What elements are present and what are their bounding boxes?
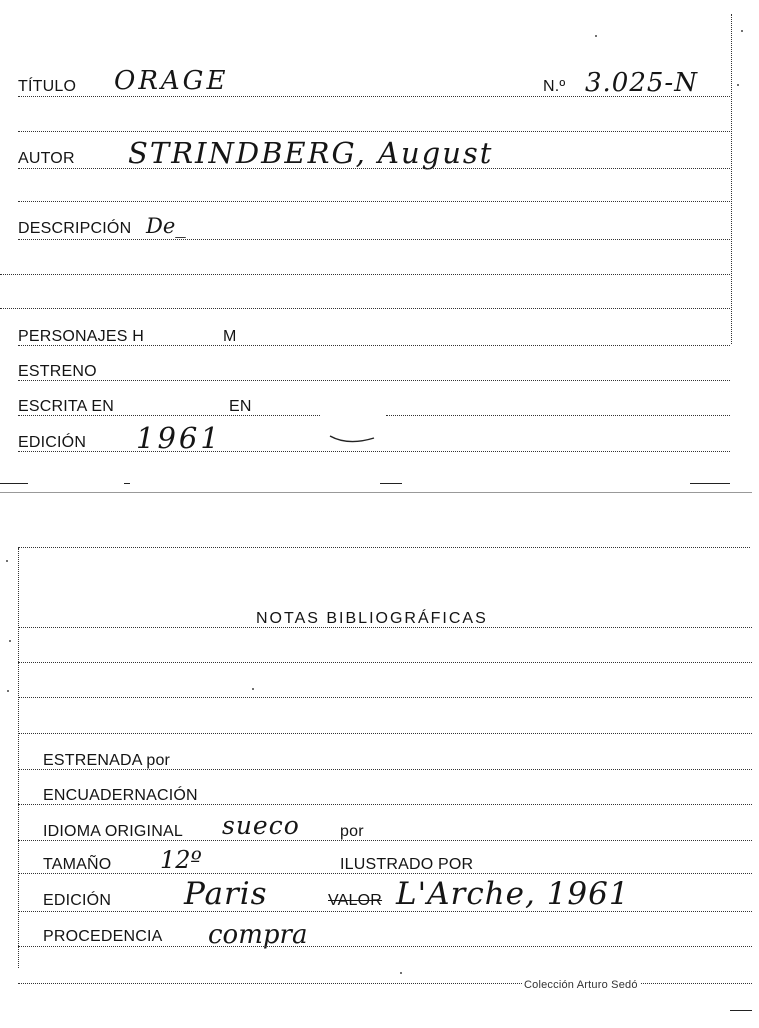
personajes-label: PERSONAJES H xyxy=(18,328,144,345)
procedencia-label: PROCEDENCIA xyxy=(43,928,163,945)
escrita-en-label: EN xyxy=(229,398,252,415)
autor-line xyxy=(18,168,730,169)
titulo-line xyxy=(18,96,730,97)
numero-label: N.º xyxy=(543,78,566,95)
estreno-label: ESTRENO xyxy=(18,363,97,380)
tamano-line xyxy=(18,873,752,874)
edicion-city: Paris xyxy=(184,876,268,912)
personajes-m-label: M xyxy=(223,328,237,345)
card-bottom-base-line xyxy=(18,983,752,984)
estreno-line xyxy=(18,380,730,381)
notas-heading: NOTAS BIBLIOGRÁFICAS xyxy=(256,610,488,627)
edicion-label: EDICIÓN xyxy=(18,434,87,451)
procedencia-line xyxy=(18,946,752,947)
escrita-line-b xyxy=(386,415,730,416)
descripcion-value: De_ xyxy=(146,214,186,238)
edicion-value: 1961 xyxy=(136,421,222,455)
card-bottom-left-border xyxy=(18,548,19,968)
tamano-label: TAMAÑO xyxy=(43,856,112,873)
encuadernacion-line xyxy=(18,804,752,805)
card-top-bottom-edge xyxy=(0,492,752,493)
edicion2-line xyxy=(18,911,752,912)
personajes-line xyxy=(18,345,730,346)
edicion-publisher: L'Arche, 1961 xyxy=(396,876,630,912)
edicion-line xyxy=(18,451,730,452)
card-bottom-top-border xyxy=(18,547,750,548)
card-top-line-4 xyxy=(18,201,730,202)
descripcion-line xyxy=(18,239,730,240)
idioma-line xyxy=(18,840,752,841)
notas-line-3 xyxy=(18,697,752,698)
valor-label: VALOR xyxy=(328,892,383,909)
autor-label: AUTOR xyxy=(18,150,75,167)
collection-footer: Colección Arturo Sedó xyxy=(524,979,638,991)
idioma-por-label: por xyxy=(340,823,364,840)
descripcion-label: DESCRIPCIÓN xyxy=(18,220,132,237)
notas-line-1 xyxy=(18,627,752,628)
escrita-label: ESCRITA EN xyxy=(18,398,114,415)
titulo-value: ORAGE xyxy=(114,66,229,96)
edicion2-label: EDICIÓN xyxy=(43,892,112,909)
idioma-value: sueco xyxy=(222,811,300,840)
tamano-value: 12º xyxy=(160,846,202,874)
estrenada-line xyxy=(18,769,752,770)
encuadernacion-label: ENCUADERNACIÓN xyxy=(43,787,198,804)
numero-value: 3.025-N xyxy=(585,68,698,98)
autor-value: STRINDBERG, August xyxy=(128,136,494,170)
procedencia-value: compra xyxy=(208,920,308,950)
notas-line-4 xyxy=(18,733,752,734)
titulo-label: TÍTULO xyxy=(18,78,77,95)
idioma-label: IDIOMA ORIGINAL xyxy=(43,823,183,840)
card-top-right-border xyxy=(731,14,732,344)
card-bottom-edge-mark xyxy=(730,1010,752,1011)
card-top-line-2 xyxy=(18,131,730,132)
ilustrado-label: ILUSTRADO POR xyxy=(340,856,474,873)
card-top-edge-marks xyxy=(0,481,759,485)
card-top-line-7 xyxy=(0,308,730,309)
card-top-line-6 xyxy=(0,274,730,275)
escrita-line-a xyxy=(18,415,320,416)
notas-line-2 xyxy=(18,662,752,663)
pen-mark xyxy=(328,432,378,446)
estrenada-label: ESTRENADA por xyxy=(43,752,171,769)
